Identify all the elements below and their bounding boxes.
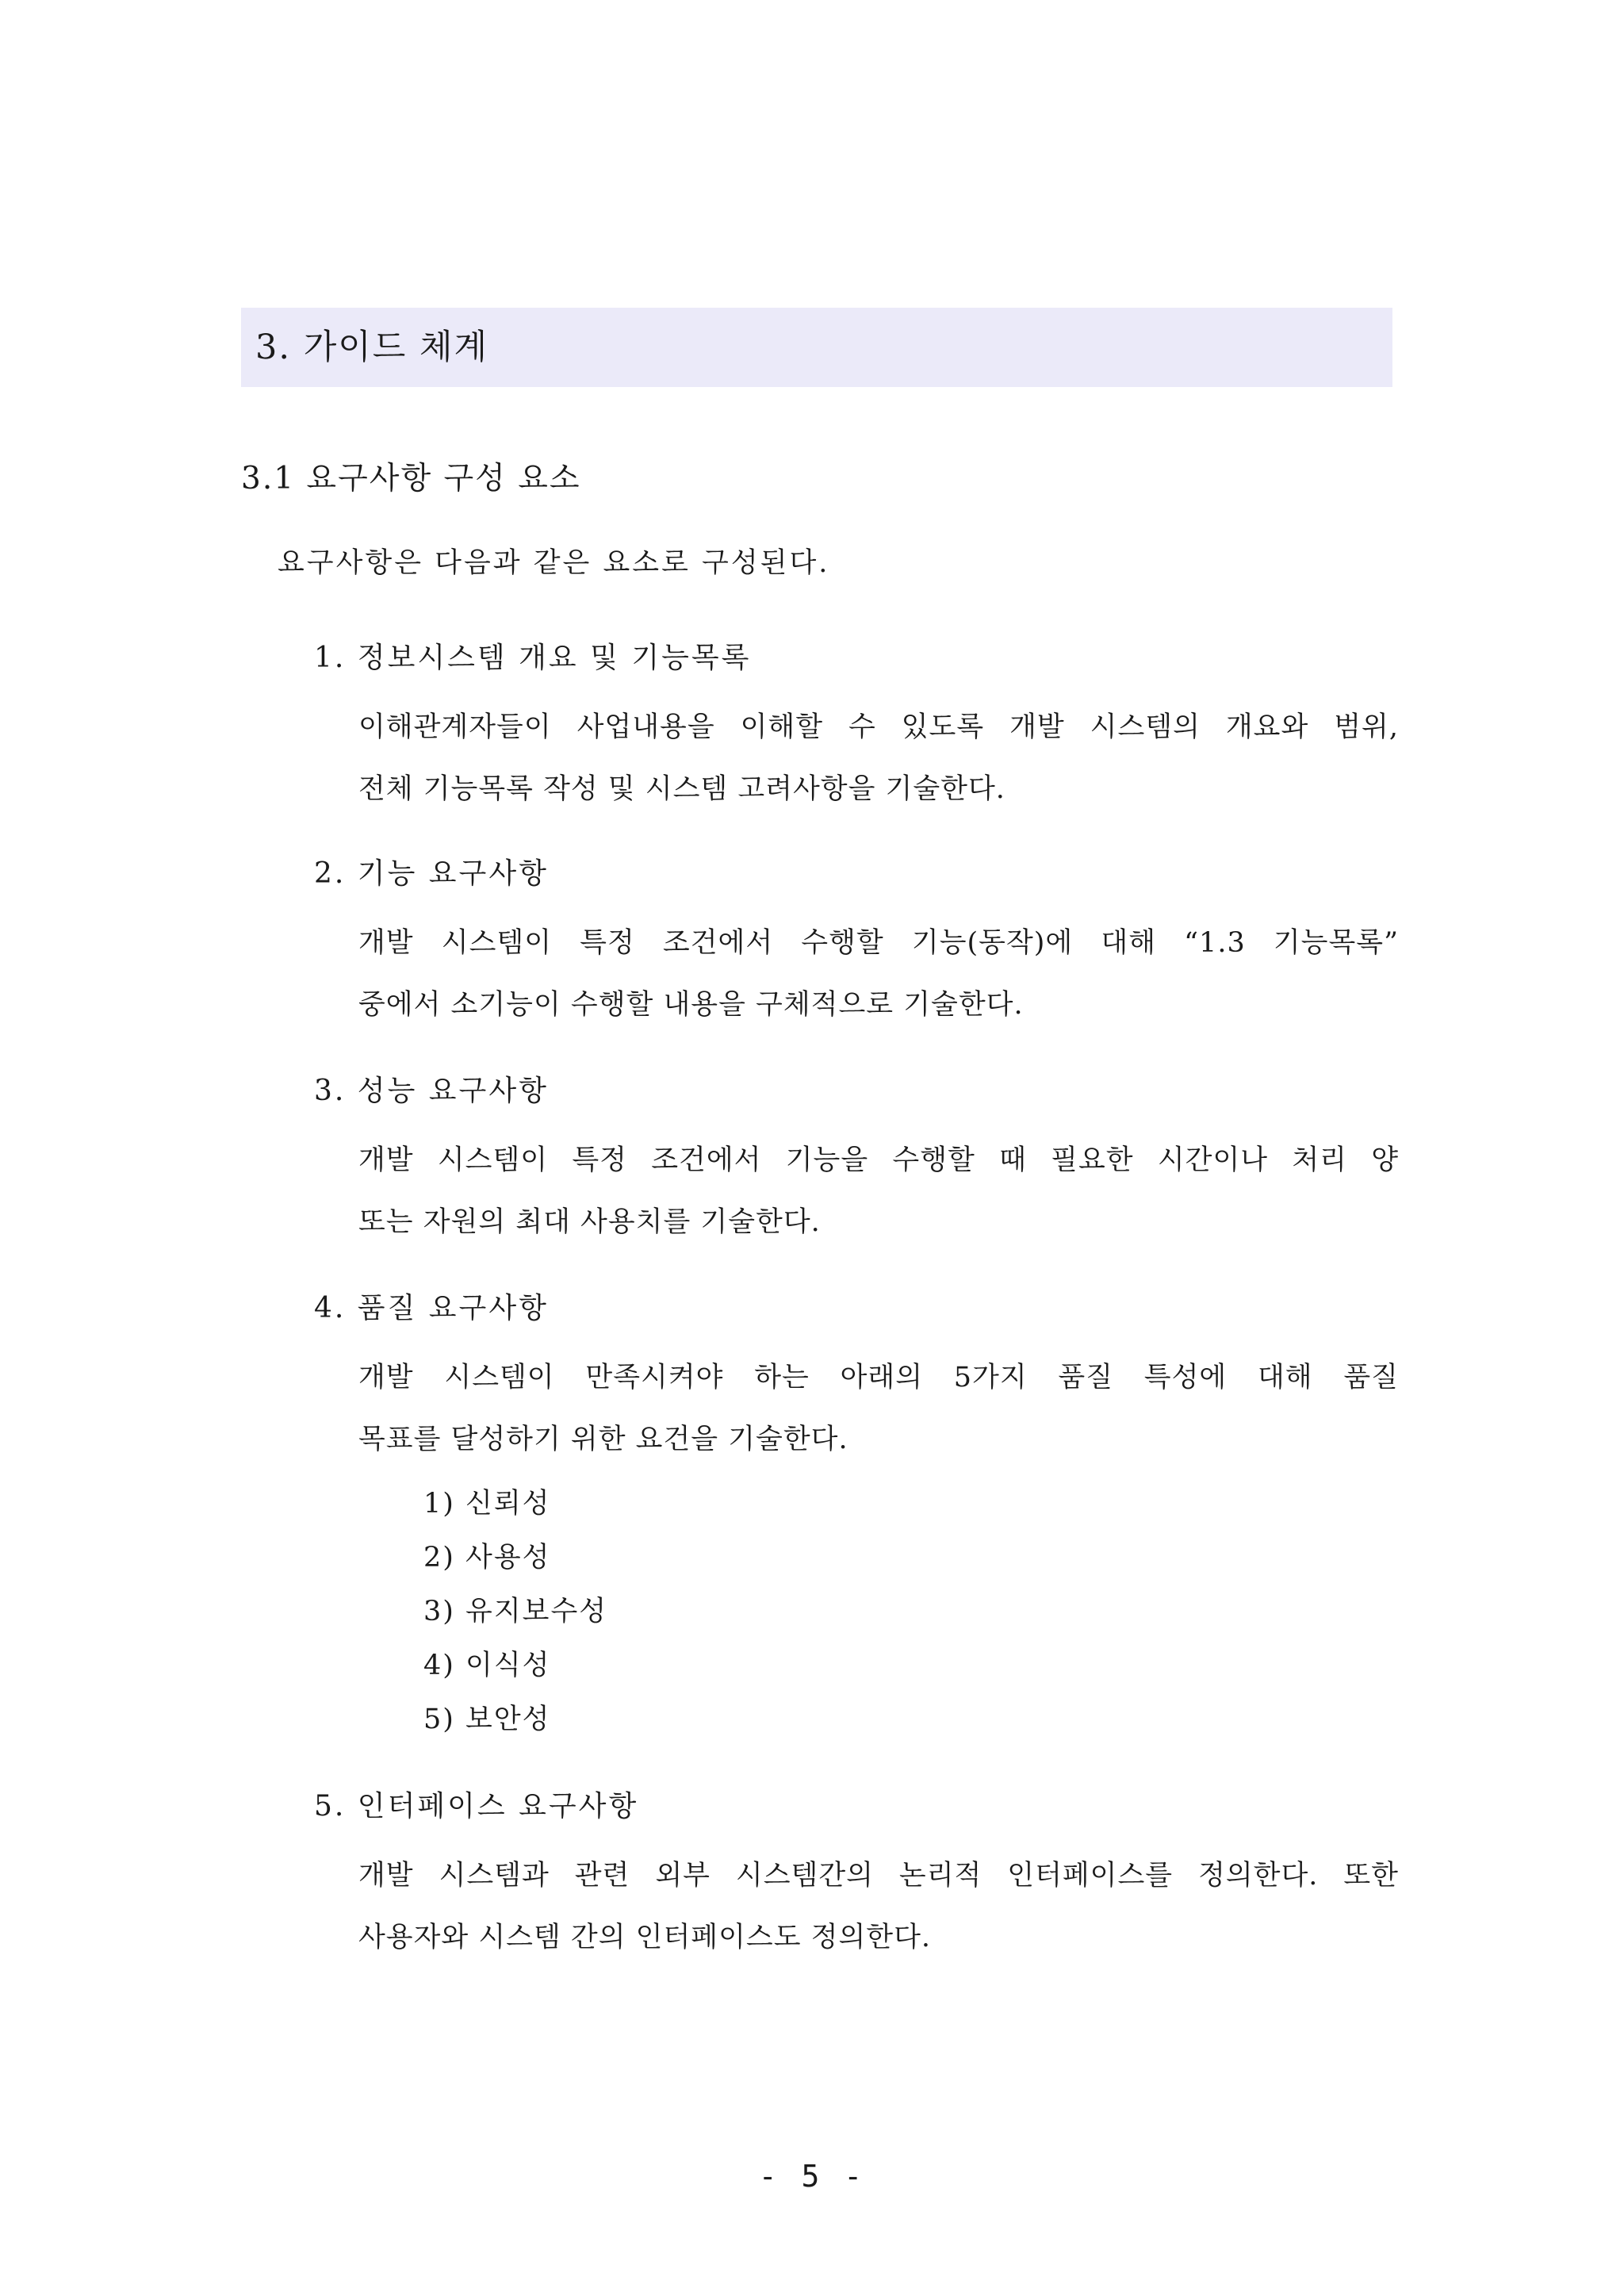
item-3-title: 3. 성능 요구사항 xyxy=(314,1075,549,1107)
item-1-line-2: 전체 기능목록 작성 및 시스템 고려사항을 기술한다. xyxy=(358,773,1005,805)
page-number: - 5 - xyxy=(758,2159,866,2194)
item-2-body xyxy=(358,912,1399,1036)
quality-attribute-list xyxy=(423,1477,607,1746)
item-5-title: 5. 인터페이스 요구사항 xyxy=(314,1790,639,1823)
item-3-line-1: 개발 시스템이 특정 조건에서 기능을 수행할 때 필요한 시간이나 처리 양 xyxy=(358,1144,1399,1176)
item-1-title: 1. 정보시스템 개요 및 기능목록 xyxy=(314,642,752,674)
item-5-line-1: 개발 시스템과 관련 외부 시스템간의 논리적 인터페이스를 정의한다. 또한 xyxy=(358,1860,1399,1892)
section-intro: 요구사항은 다음과 같은 요소로 구성된다. xyxy=(278,547,830,579)
list-item: 4) 이식성 xyxy=(423,1650,551,1681)
item-5-body xyxy=(358,1845,1399,1968)
item-2-line-1: 개발 시스템이 특정 조건에서 수행할 기능(동작)에 대해 “1.3 기능목록” xyxy=(358,927,1399,959)
item-4-line-1: 개발 시스템이 만족시켜야 하는 아래의 5가지 품질 특성에 대해 품질 xyxy=(358,1362,1399,1393)
item-1-body xyxy=(358,696,1399,820)
item-3-line-2: 또는 자원의 최대 사용치를 기술한다. xyxy=(358,1206,821,1238)
item-4-title: 4. 품질 요구사항 xyxy=(314,1292,549,1324)
item-5-line-2: 사용자와 시스템 간의 인터페이스도 정의한다. xyxy=(358,1922,932,1953)
list-item: 1) 신뢰성 xyxy=(423,1488,551,1520)
item-4-body xyxy=(358,1347,1399,1470)
item-2-title: 2. 기능 요구사항 xyxy=(314,857,549,890)
chapter-heading-band xyxy=(241,308,1392,387)
item-2-line-2: 중에서 소기능이 수행할 내용을 구체적으로 기술한다. xyxy=(358,989,1024,1021)
list-item: 2) 사용성 xyxy=(423,1542,551,1573)
list-item: 5) 보안성 xyxy=(423,1704,551,1735)
section-title: 3.1 요구사항 구성 요소 xyxy=(241,461,581,496)
item-1-line-1: 이해관계자들이 사업내용을 이해할 수 있도록 개발 시스템의 개요와 범위, xyxy=(358,711,1399,743)
list-item: 3) 유지보수성 xyxy=(423,1596,608,1627)
item-4-line-2: 목표를 달성하기 위한 요건을 기술한다. xyxy=(358,1424,848,1455)
chapter-title: 3. 가이드 체계 xyxy=(255,327,489,367)
item-3-body xyxy=(358,1129,1399,1253)
